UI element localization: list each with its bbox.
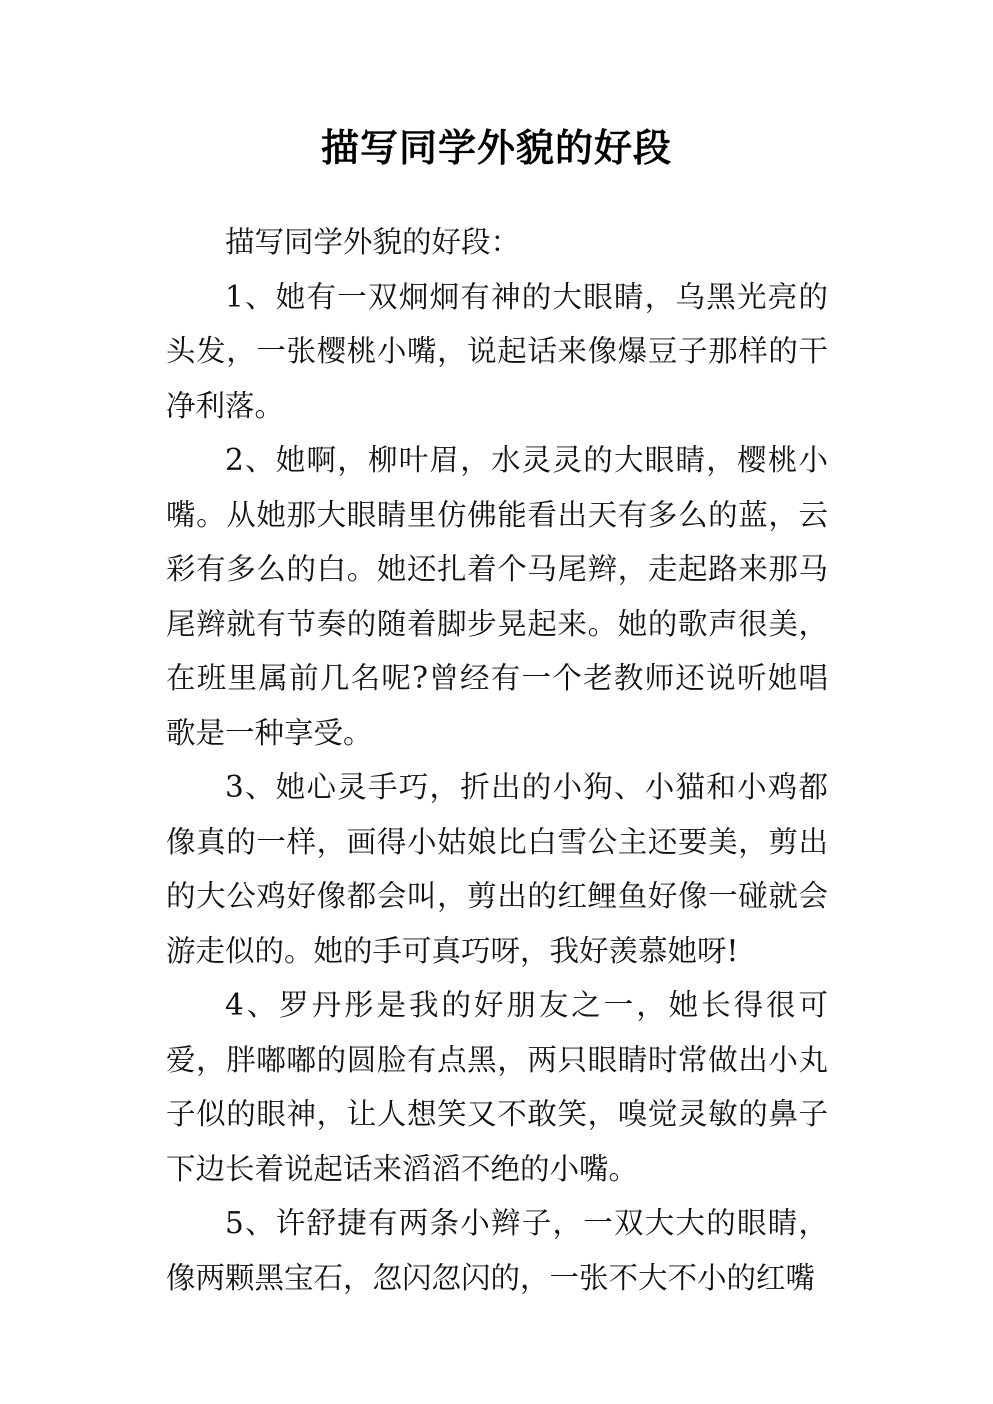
- intro-paragraph: 描写同学外貌的好段：: [225, 225, 521, 259]
- paragraph-4: 4、罗丹彤是我的好朋友之一，她长得很可爱，胖嘟嘟的圆脸有点黑，两只眼睛时常做出小丸子似的眼神，让人想笑又不敢笑，嗅觉灵敏的鼻子下边长着说起话来滔滔不绝的小嘴。: [166, 988, 828, 1186]
- document-body: [166, 215, 828, 1305]
- paragraph-5: 5、许舒捷有两条小辫子，一双大大的眼睛，像两颗黑宝石，忽闪忽闪的，一张不大不小的红嘴: [166, 1206, 828, 1295]
- paragraph-2: 2、她啊，柳叶眉，水灵灵的大眼睛，樱桃小嘴。从她那大眼睛里仿佛能看出天有多么的蓝，云彩有多么的白。她还扎着个马尾辫，走起路来那马尾辫就有节奏的随着脚步晃起来。她的歌声很美，在班里属前几名呢?曾经有一个老教师还说听她唱歌是一种享受。: [166, 443, 828, 750]
- paragraph-3: 3、她心灵手巧，折出的小狗、小猫和小鸡都像真的一样，画得小姑娘比白雪公主还要美，剪出的大公鸡好像都会叫，剪出的红鲤鱼好像一碰就会游走似的。她的手可真巧呀，我好羡慕她呀!: [166, 770, 828, 968]
- paragraph-1: 1、她有一双炯炯有神的大眼睛，乌黑光亮的头发，一张樱桃小嘴，说起话来像爆豆子那样的干净利落。: [166, 279, 828, 423]
- document-title: 描写同学外貌的好段: [320, 126, 672, 170]
